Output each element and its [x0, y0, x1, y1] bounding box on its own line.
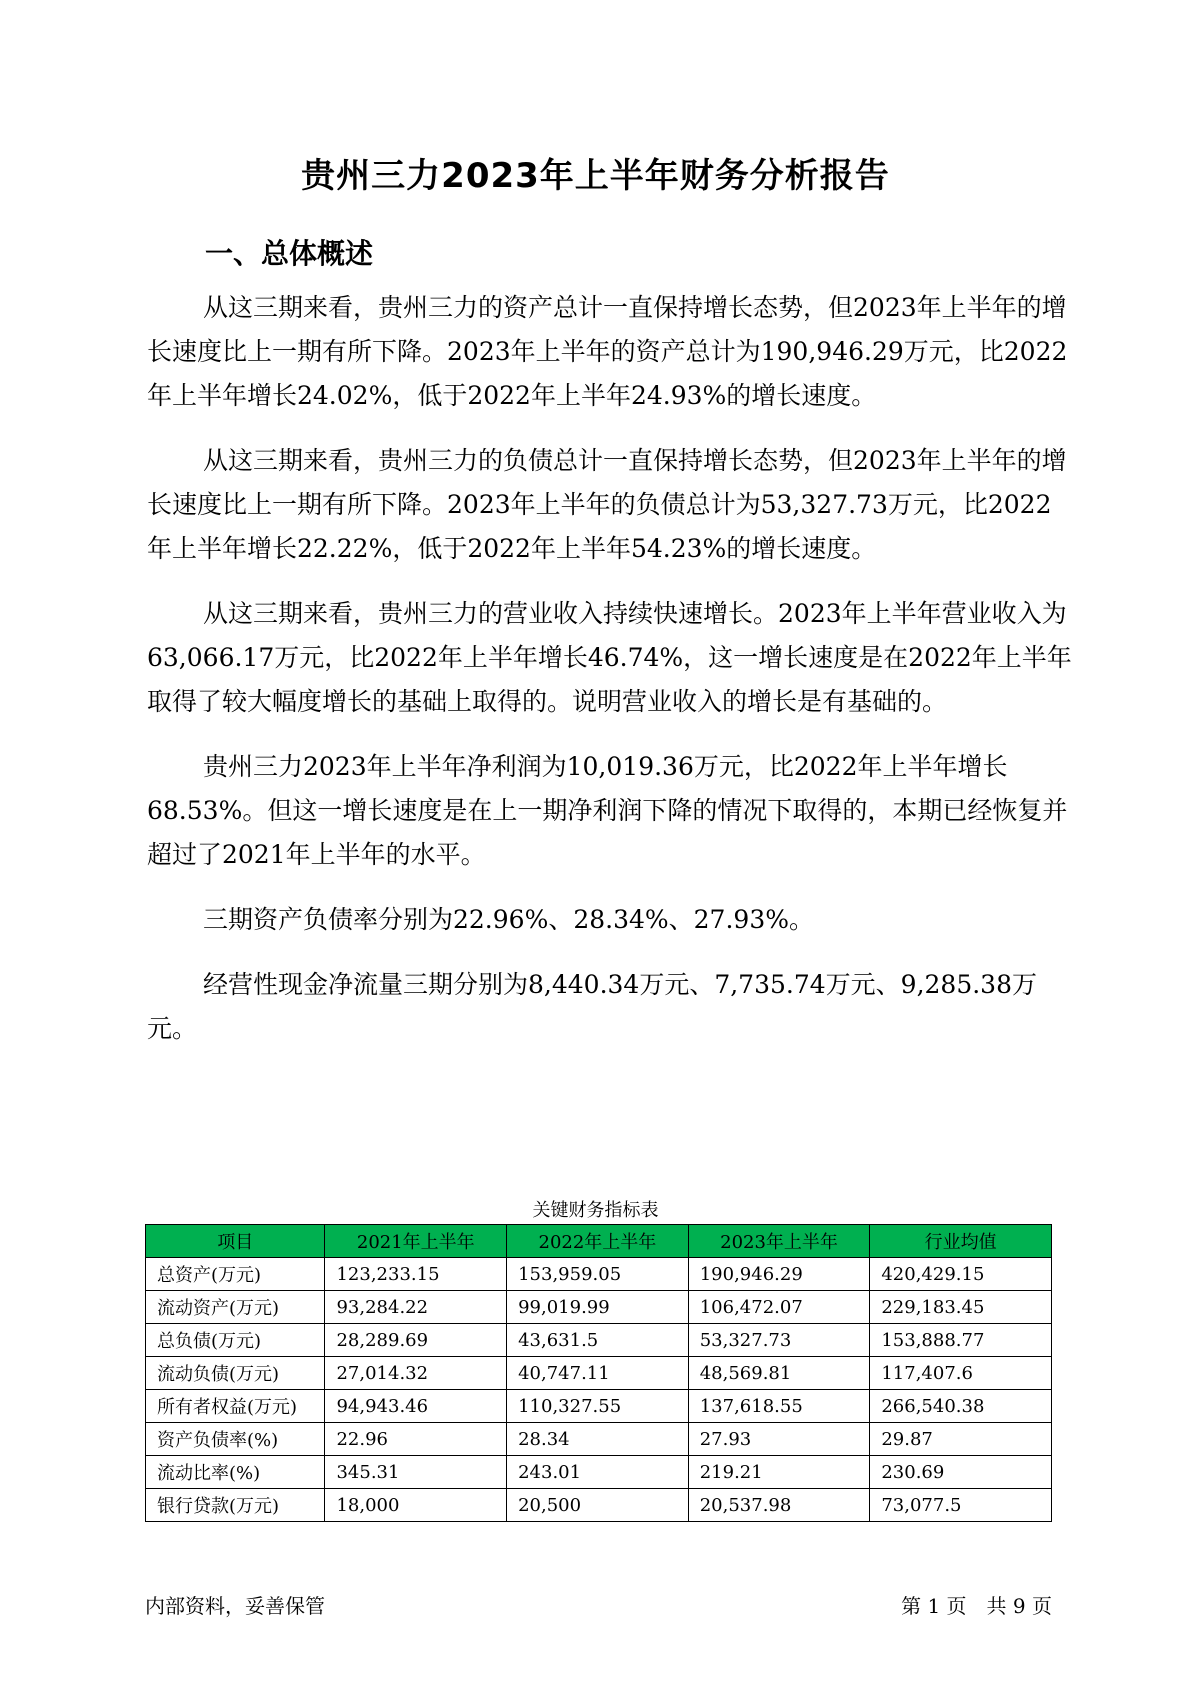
cell-value: 117,407.6: [870, 1357, 1052, 1390]
paragraph-revenue: 从这三期来看，贵州三力的营业收入持续快速增长。2023年上半年营业收入为63,066.17万元，比2022年上半年增长46.74%，这一增长速度是在2022年上半年取得了较大幅度增长的基础上取得的。说明营业收入的增长是有基础的。: [147, 599, 1072, 716]
cell-value: 229,183.45: [870, 1291, 1052, 1324]
cell-value: 28,289.69: [325, 1324, 507, 1357]
cell-value: 137,618.55: [688, 1390, 870, 1423]
cell-value: 40,747.11: [507, 1357, 689, 1390]
cell-value: 153,959.05: [507, 1258, 689, 1291]
row-label: 资产负债率(%): [146, 1423, 325, 1456]
row-label: 流动比率(%): [146, 1456, 325, 1489]
cell-value: 29.87: [870, 1423, 1052, 1456]
row-label: 银行贷款(万元): [146, 1489, 325, 1522]
header-2021h1: 2021年上半年: [325, 1225, 507, 1258]
cell-value: 420,429.15: [870, 1258, 1052, 1291]
table-row: [146, 1390, 1052, 1423]
cell-value: 53,327.73: [688, 1324, 870, 1357]
cell-value: 219.21: [688, 1456, 870, 1489]
footer-page-number: 第 1 页 共 9 页: [901, 1594, 1052, 1618]
cell-value: 93,284.22: [325, 1291, 507, 1324]
cell-value: 190,946.29: [688, 1258, 870, 1291]
paragraph-cash-flow: 经营性现金净流量三期分别为8,440.34万元、7,735.74万元、9,285.38万元。: [147, 970, 1037, 1043]
row-label: 流动负债(万元): [146, 1357, 325, 1390]
cell-value: 123,233.15: [325, 1258, 507, 1291]
row-label: 所有者权益(万元): [146, 1390, 325, 1423]
table-row: [146, 1291, 1052, 1324]
document-title: 贵州三力2023年上半年财务分析报告: [301, 156, 890, 196]
cell-value: 22.96: [325, 1423, 507, 1456]
cell-value: 94,943.46: [325, 1390, 507, 1423]
cell-value: 266,540.38: [870, 1390, 1052, 1423]
cell-value: 345.31: [325, 1456, 507, 1489]
table-row: [146, 1489, 1052, 1522]
header-item: 项目: [146, 1225, 325, 1258]
cell-value: 153,888.77: [870, 1324, 1052, 1357]
header-industry-average: 行业均值: [870, 1225, 1052, 1258]
footer-confidential-note: 内部资料，妥善保管: [145, 1594, 325, 1618]
header-2023h1: 2023年上半年: [688, 1225, 870, 1258]
paragraph-net-profit: 贵州三力2023年上半年净利润为10,019.36万元，比2022年上半年增长68.53%。但这一增长速度是在上一期净利润下降的情况下取得的，本期已经恢复并超过了2021年上半年的水平。: [147, 752, 1068, 869]
cell-value: 110,327.55: [507, 1390, 689, 1423]
cell-value: 27.93: [688, 1423, 870, 1456]
cell-value: 43,631.5: [507, 1324, 689, 1357]
table-row: [146, 1423, 1052, 1456]
document-body: [147, 286, 1072, 1072]
financial-indicators-table: [145, 1224, 1052, 1522]
table-row: [146, 1456, 1052, 1489]
table-row: [146, 1258, 1052, 1291]
table-caption: 关键财务指标表: [532, 1200, 659, 1221]
row-label: 总负债(万元): [146, 1324, 325, 1357]
row-label: 流动资产(万元): [146, 1291, 325, 1324]
paragraph-debt-ratio: 三期资产负债率分别为22.96%、28.34%、27.93%。: [203, 905, 814, 934]
cell-value: 27,014.32: [325, 1357, 507, 1390]
cell-value: 18,000: [325, 1489, 507, 1522]
cell-value: 28.34: [507, 1423, 689, 1456]
cell-value: 73,077.5: [870, 1489, 1052, 1522]
table-row: [146, 1357, 1052, 1390]
cell-value: 48,569.81: [688, 1357, 870, 1390]
cell-value: 20,537.98: [688, 1489, 870, 1522]
paragraph-liabilities: 从这三期来看，贵州三力的负债总计一直保持增长态势，但2023年上半年的增长速度比上一期有所下降。2023年上半年的负债总计为53,327.73万元，比2022年上半年增长22.22%，低于2022年上半年54.23%的增长速度。: [147, 446, 1067, 563]
row-label: 总资产(万元): [146, 1258, 325, 1291]
cell-value: 230.69: [870, 1456, 1052, 1489]
table-header-row: [146, 1225, 1052, 1258]
cell-value: 106,472.07: [688, 1291, 870, 1324]
section-heading: 一、总体概述: [205, 237, 374, 270]
cell-value: 243.01: [507, 1456, 689, 1489]
header-2022h1: 2022年上半年: [507, 1225, 689, 1258]
cell-value: 99,019.99: [507, 1291, 689, 1324]
paragraph-assets: 从这三期来看，贵州三力的资产总计一直保持增长态势，但2023年上半年的增长速度比上一期有所下降。2023年上半年的资产总计为190,946.29万元，比2022年上半年增长24.02%，低于2022年上半年24.93%的增长速度。: [147, 293, 1068, 410]
cell-value: 20,500: [507, 1489, 689, 1522]
table-row: [146, 1324, 1052, 1357]
